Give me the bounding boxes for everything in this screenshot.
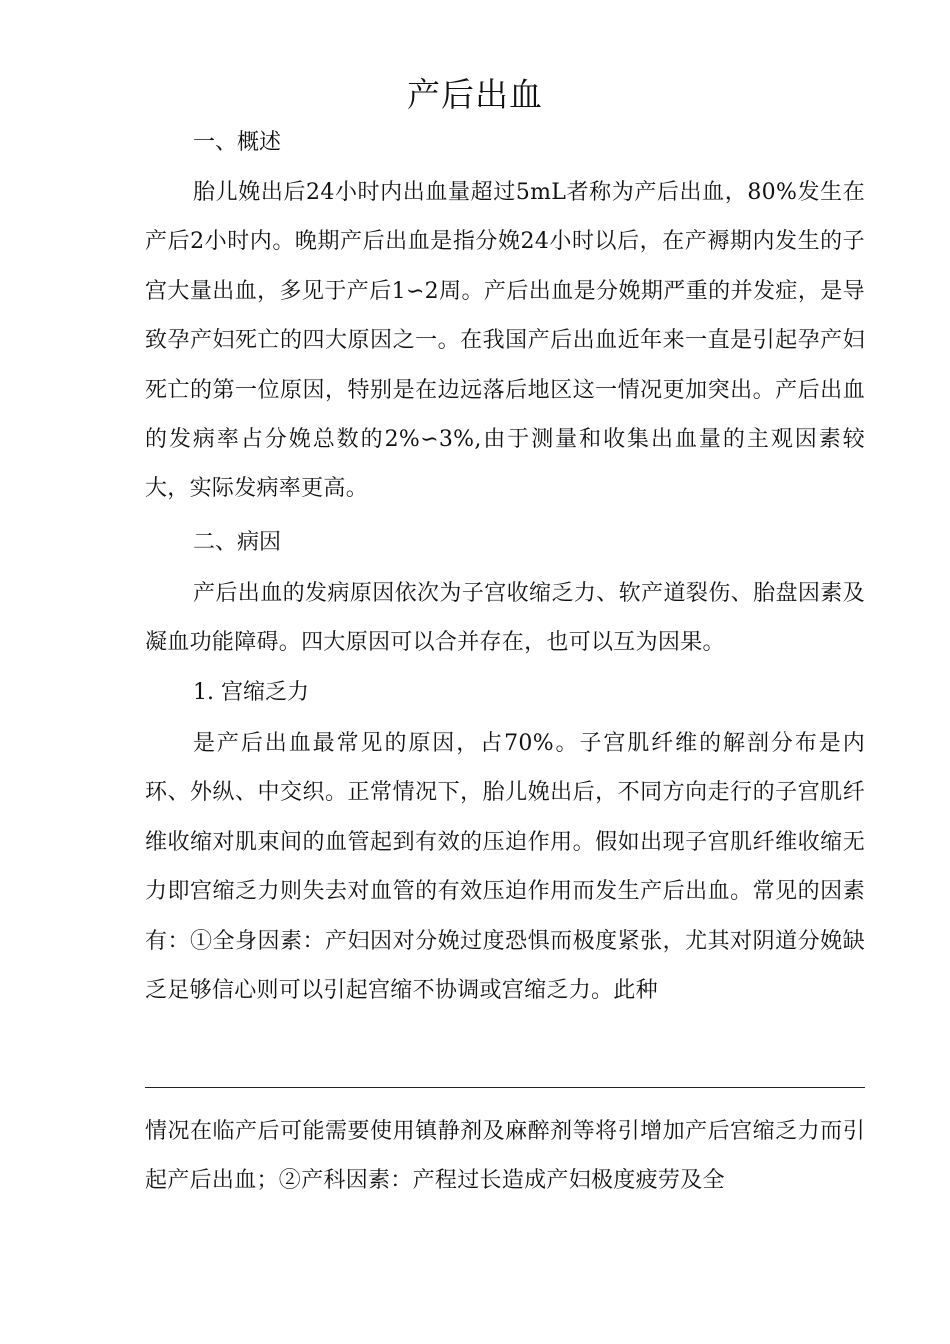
overview-paragraph: 胎儿娩出后24小时内出血量超过5mL者称为产后出血，80%发生在产后2小时内。晚期产后出血是指分娩24小时以后，在产褥期内发生的子宫大量出血，多见于产后1∽2周。产后出血是分娩期严重的并发症，是导致孕产妇死亡的四大原因之一。在我国产后出血近年来一直是引起孕产妇死亡的第一位原因，特别是在边远落后地区这一情况更加突出。产后出血的发病率占分娩总数的2%∽3%,由于测量和收集出血量的主观因素较大，实际发病率更高。 — [145, 180, 865, 502]
section-heading-etiology: 二、病因 — [193, 530, 282, 555]
etiology-paragraph: 产后出血的发病原因依次为子宫收缩乏力、软产道裂伤、胎盘因素及凝血功能障碍。四大原因可以合并存在，也可以互为因果。 — [145, 581, 865, 656]
page-break-divider — [145, 1087, 865, 1088]
uterine-atony-paragraph: 是产后出血最常见的原因，占70%。子宫肌纤维的解剖分布是内环、外纵、中交织。正常情况下，胎儿娩出后，不同方向走行的子宫肌纤维收缩对肌束间的血管起到有效的压迫作用。假如出现子宫肌纤维收缩无力即宫缩乏力则失去对血管的有效压迫作用而发生产后出血。常见的因素有：①全身因素：产妇因对分娩过度恐惧而极度紧张，尤其对阴道分娩缺乏足够信心则可以引起宫缩不协调或宫缩乏力。此种 — [145, 731, 865, 1004]
continued-paragraph: 情况在临产后可能需要使用镇静剂及麻醉剂等将引增加产后宫缩乏力而引起产后出血；②产科因素：产程过长造成产妇极度疲劳及全 — [145, 1119, 865, 1194]
document-title: 产后出血 — [407, 75, 543, 114]
section-heading-overview: 一、概述 — [193, 130, 282, 155]
subsection-heading-uterine-atony: 1. 宫缩乏力 — [193, 680, 309, 705]
